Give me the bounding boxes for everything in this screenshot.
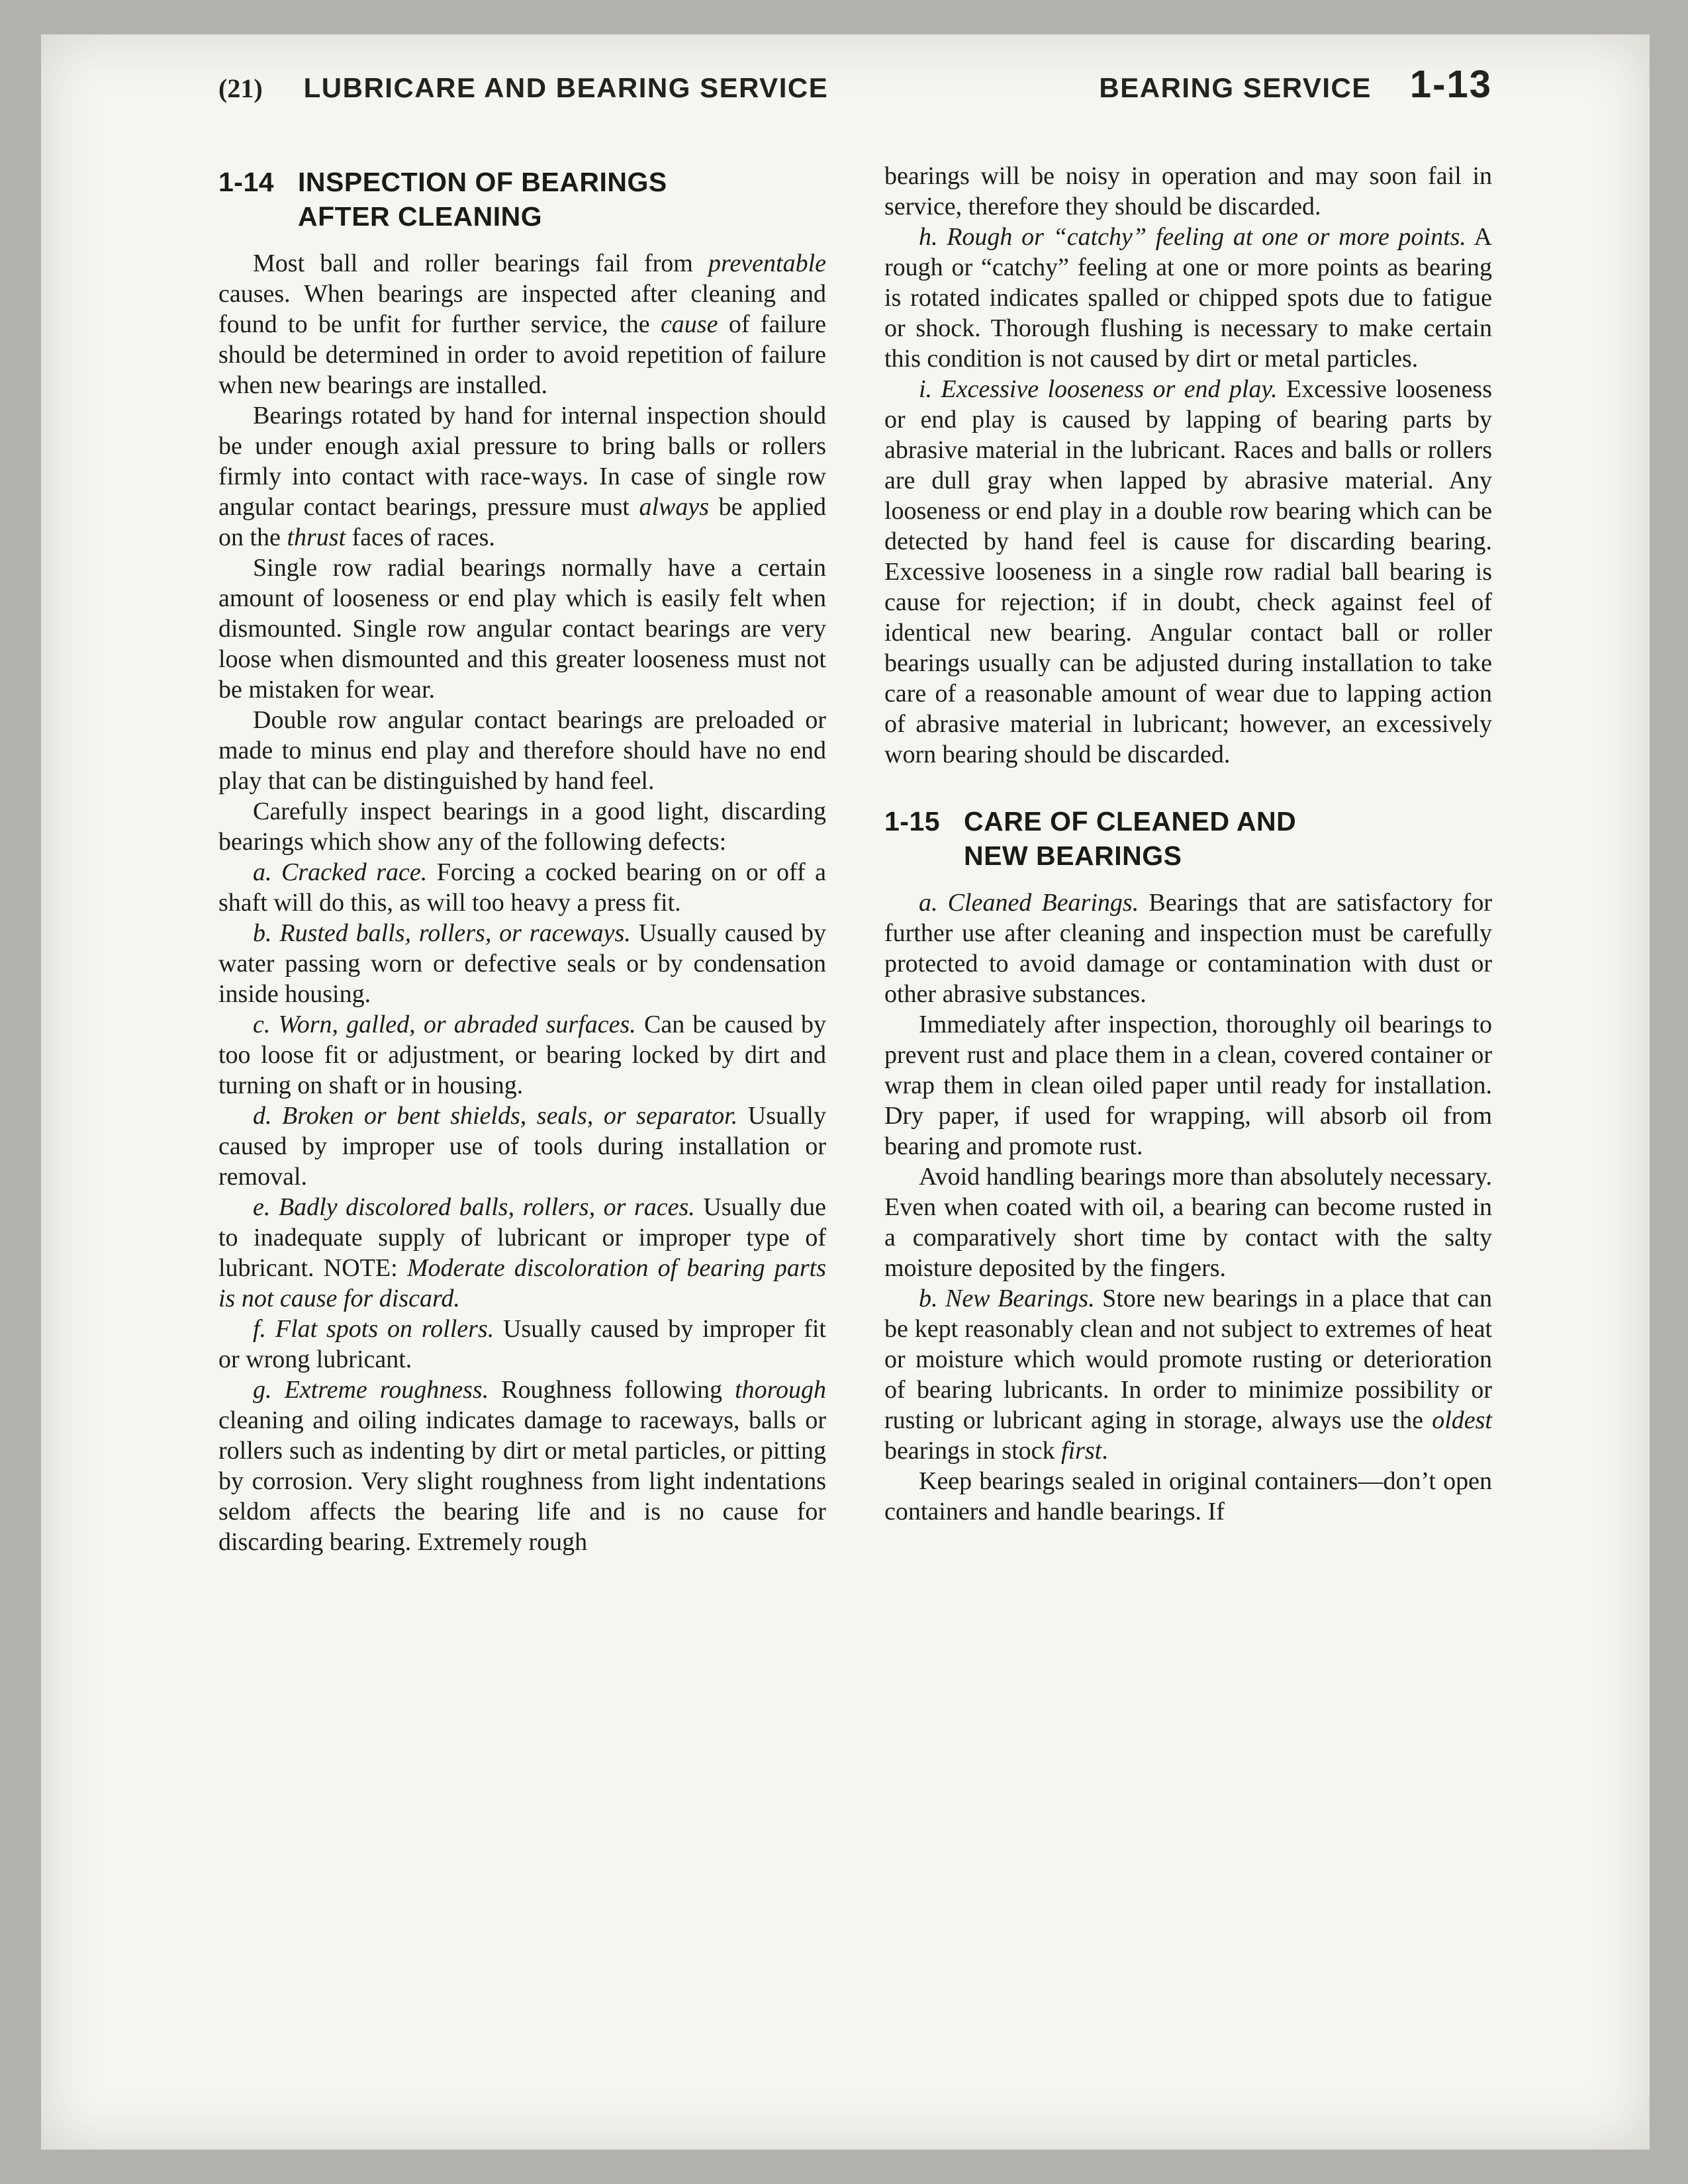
paragraph: [218, 1009, 826, 1101]
italic-run: h. Rough or “catchy” feeling at one or more points.: [919, 223, 1466, 251]
paragraph: [884, 1161, 1492, 1283]
paragraph: [218, 1192, 826, 1314]
running-title-left: LUBRICARE AND BEARING SERVICE: [303, 72, 829, 103]
text-run: Forcing a cocked bearing on or off a shaft will do this, as will too heavy a press fit.: [218, 858, 826, 917]
text-run: Immediately after inspection, thoroughly oil bearings to prevent rust and place them in a clean, covered container or wrap them in clean oiled paper until ready for installation. Dry paper, if used for wrapping, will absorb oil from bearing and promote rust.: [884, 1011, 1492, 1160]
paragraph: [884, 161, 1492, 222]
paragraph: [218, 705, 826, 796]
text-run: A rough or “catchy” feeling at one or more points as bearing is rotated indicates spalled or chipped spots due to fatigue or shock. Thorough flushing is necessary to make certain this condition is not caused by dirt or metal particles.: [884, 223, 1492, 373]
section-number: 1-15: [884, 806, 941, 837]
section-heading: [884, 804, 1492, 873]
paragraph: [884, 887, 1492, 1009]
paragraph: [218, 400, 826, 553]
paragraph: [884, 374, 1492, 770]
paragraph: [884, 1009, 1492, 1161]
italic-run: b. New Bearings.: [919, 1285, 1095, 1312]
text-run: Can be caused by too loose fit or adjustment, or bearing locked by dirt and turning on shaft or in housing.: [218, 1011, 826, 1099]
paragraph: [218, 918, 826, 1009]
paragraph: [884, 222, 1492, 374]
paragraph: [218, 553, 826, 705]
text-run: bearings in stock: [884, 1437, 1062, 1465]
section-number: 1-14: [218, 167, 275, 197]
text-run: Usually caused by improper use of tools during installation or removal.: [218, 1102, 826, 1191]
text-run: of failure should be determined in order to avoid repetition of failure when new bearings are installed.: [218, 310, 826, 399]
header-right: [1099, 62, 1492, 107]
text-run: Excessive looseness or end play is caused by lapping of bearing parts by abrasive material in the lubricant. Races and balls or rollers are dull gray when lapped by abrasive material. Any looseness or end play in a double row bearing which can be detected by hand feel is cause for discarding bearing. Excessive looseness in a single row radial ball bearing is cause for rejection; if in doubt, check against feel of identical new bearing. Angular contact ball or roller bearings usually can be adjusted during installation to take care of a reasonable amount of wear due to lapping action of abrasive material in lubricant; however, an excessively worn bearing should be discarded.: [884, 375, 1492, 768]
paragraph: [884, 1283, 1492, 1466]
left-column: [218, 161, 826, 1557]
text-run: cleaning and oiling indicates damage to raceways, balls or rollers such as indenting by dirt or metal particles, or pitting by corrosion. Very slight roughness from light indentations seldom affects the bearing life and is no cause for discarding bearing. Extremely rough: [218, 1406, 826, 1556]
running-title-right: BEARING SERVICE: [1099, 72, 1372, 103]
italic-run: Moderate discoloration of bearing parts is not cause for discard.: [218, 1254, 826, 1312]
text-run: Single row radial bearings normally have a certain amount of looseness or end play which is easily felt when dismounted. Single row angular contact bearings are very loose when dismounted and this greater looseness must not be mistaken for wear.: [218, 554, 826, 704]
italic-run: always: [639, 493, 710, 521]
paragraph: [218, 1375, 826, 1557]
italic-run: cause: [660, 310, 718, 338]
italic-run: i. Excessive looseness or end play.: [919, 375, 1278, 403]
text-run: Bearings rotated by hand for internal inspection should be under enough axial pressure to bring balls or rollers firmly into contact with race-ways. In case of single row angular contact bearings, pressure must: [218, 402, 826, 521]
section-title: CARE OF CLEANED AND NEW BEARINGS: [964, 806, 1297, 871]
text-run: faces of races.: [346, 523, 495, 551]
italic-run: f. Flat spots on rollers.: [253, 1315, 494, 1343]
section-heading: [218, 165, 826, 234]
text-run: Usually due to inadequate supply of lubricant or improper type of lubricant. NOTE:: [218, 1193, 827, 1282]
text-run: Avoid handling bearings more than absolutely necessary. Even when coated with oil, a bearing can become rusted in a comparatively short time by contact with the salty moisture deposited by the fingers.: [884, 1163, 1492, 1282]
right-column: [884, 161, 1492, 1557]
text-run: Store new bearings in a place that can be kept reasonably clean and not subject to extremes of heat or moisture which would promote rusting or deterioration of bearing lubricants. In order to minimize possibility or rusting or lubricant aging in storage, always use the: [884, 1285, 1493, 1434]
paragraph: [218, 796, 826, 857]
paragraph: [218, 248, 826, 400]
italic-run: a. Cracked race.: [253, 858, 428, 886]
text-run: Usually caused by improper fit or wrong lubricant.: [218, 1315, 826, 1373]
italic-run: e. Badly discolored balls, rollers, or races.: [253, 1193, 695, 1221]
text-run: .: [1102, 1437, 1108, 1465]
text-run: Keep bearings sealed in original containers—don’t open containers and handle bearings. If: [884, 1467, 1492, 1525]
section-title: INSPECTION OF BEARINGS AFTER CLEANING: [298, 167, 667, 232]
italic-run: d. Broken or bent shields, seals, or separator.: [253, 1102, 738, 1130]
text-run: Roughness following: [489, 1376, 735, 1404]
text-run: bearings will be noisy in operation and may soon fail in service, therefore they should be discarded.: [884, 162, 1492, 220]
italic-run: g. Extreme roughness.: [253, 1376, 489, 1404]
italic-run: a. Cleaned Bearings.: [919, 889, 1139, 917]
page-number: 1-13: [1409, 63, 1492, 106]
text-run: Most ball and roller bearings fail from: [253, 250, 709, 277]
page-header: [218, 62, 1492, 107]
italic-run: oldest: [1432, 1406, 1492, 1434]
paragraph: [218, 1101, 826, 1192]
text-run: Double row angular contact bearings are preloaded or made to minus end play and therefore should have no end play that can be distinguished by hand feel.: [218, 706, 826, 795]
italic-run: preventable: [708, 250, 826, 277]
paragraph: [884, 1466, 1492, 1527]
header-left: [218, 72, 828, 104]
text-run: Usually caused by water passing worn or defective seals or by condensation inside housing.: [218, 919, 826, 1008]
manual-page: [41, 34, 1650, 2150]
paragraph: [218, 857, 826, 918]
text-run: Carefully inspect bearings in a good light, discarding bearings which show any of the following defects:: [218, 797, 826, 856]
italic-run: thrust: [287, 523, 346, 551]
text-run: Bearings that are satisfactory for further use after cleaning and inspection must be carefully protected to avoid damage or contamination with dust or other abrasive substances.: [884, 889, 1492, 1008]
italic-run: first: [1061, 1437, 1102, 1465]
text-run: causes. When bearings are inspected after cleaning and found to be unfit for further service, the: [218, 280, 826, 338]
italic-run: thorough: [735, 1376, 826, 1404]
page-folio: (21): [218, 73, 263, 103]
paragraph: [218, 1314, 826, 1375]
page-content: [218, 161, 1492, 1557]
italic-run: b. Rusted balls, rollers, or raceways.: [253, 919, 631, 947]
text-run: be applied on the: [218, 493, 826, 551]
italic-run: c. Worn, galled, or abraded surfaces.: [253, 1011, 636, 1038]
